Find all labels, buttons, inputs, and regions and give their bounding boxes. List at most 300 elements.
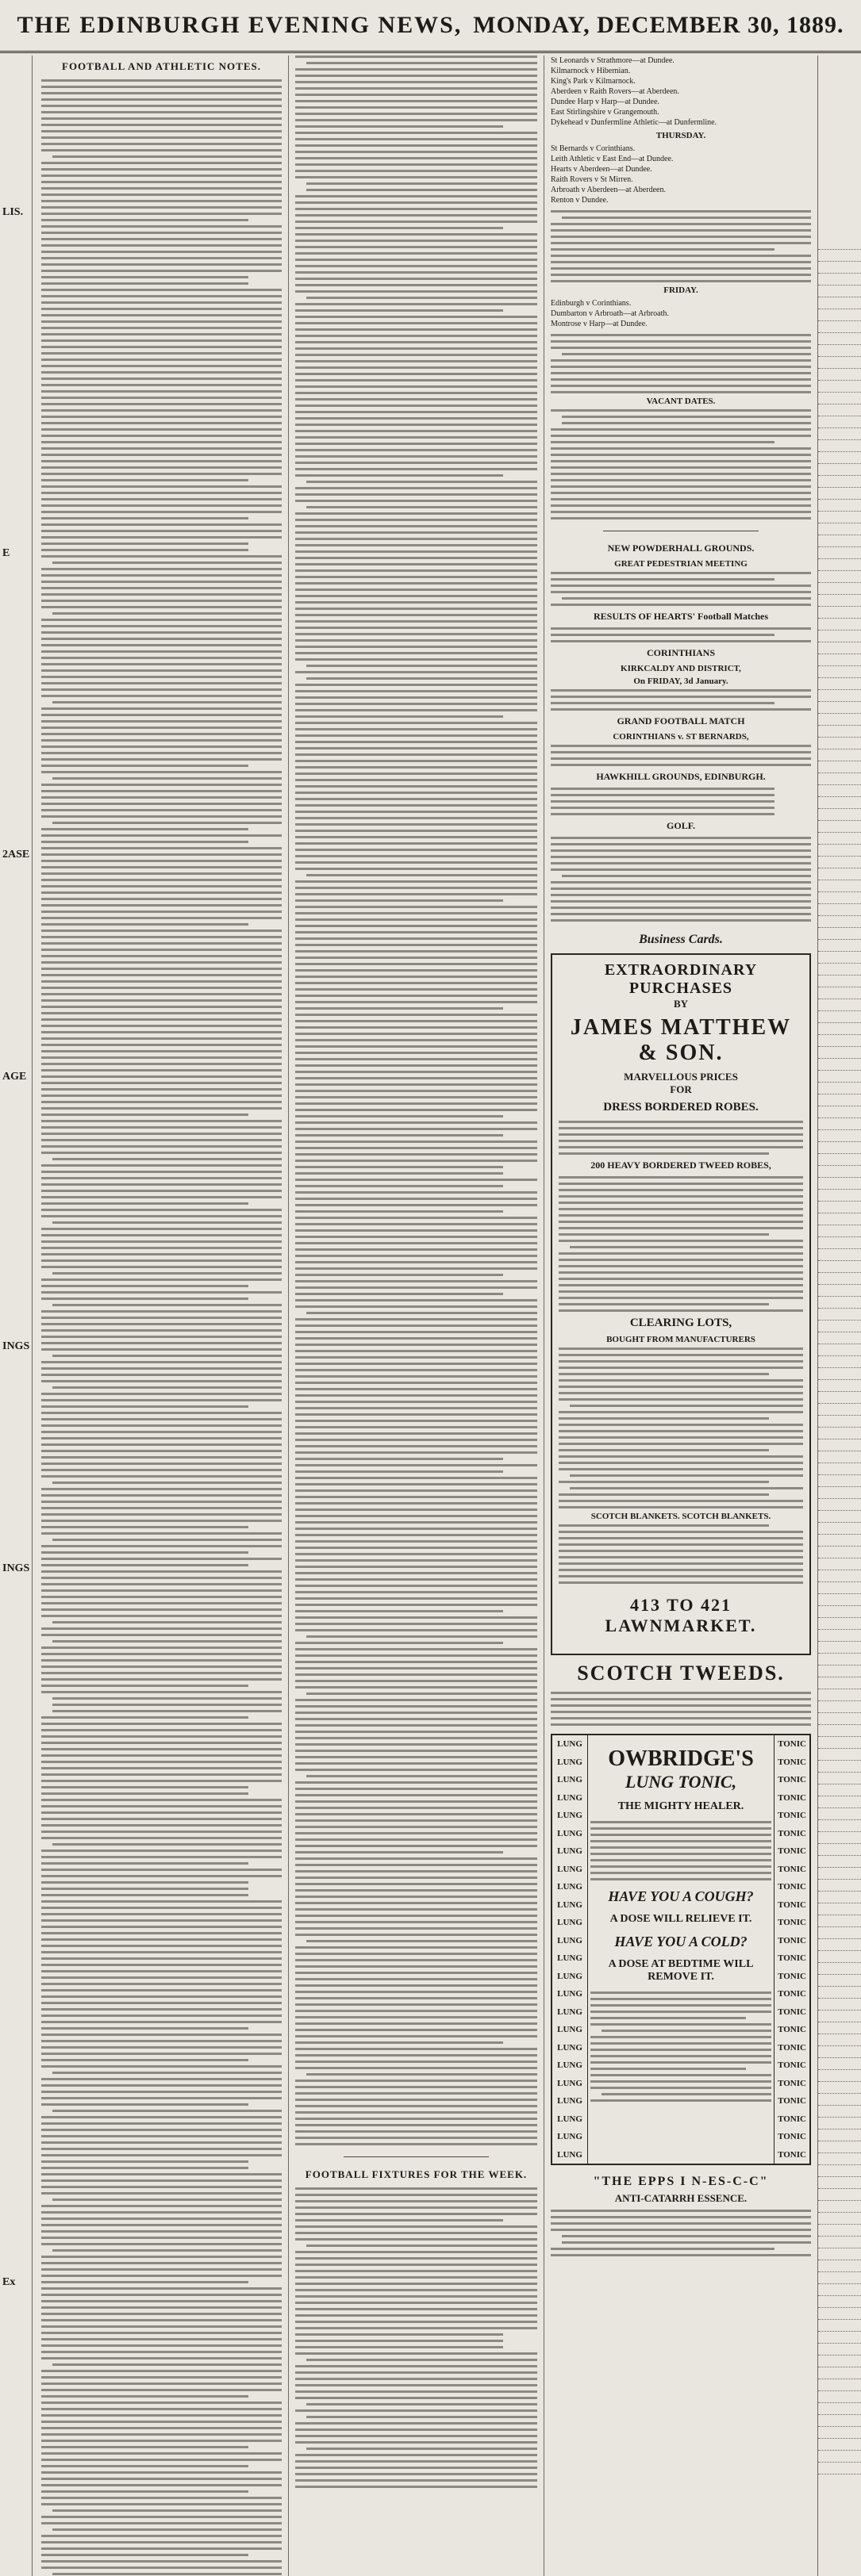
text-line <box>295 290 537 293</box>
text-line <box>295 792 537 794</box>
table-row <box>818 2332 861 2344</box>
text-line <box>41 1456 282 1459</box>
text-line <box>41 669 282 672</box>
text-line <box>41 1348 282 1351</box>
text-line <box>295 1680 537 1682</box>
text-line <box>41 752 282 754</box>
text-line <box>41 1983 282 1985</box>
table-row <box>818 2153 861 2165</box>
text-line <box>551 627 811 630</box>
text-line <box>295 2346 503 2348</box>
text-line <box>295 75 537 77</box>
ad-line: OWBRIDGE'S <box>608 1746 754 1771</box>
text-line <box>559 1271 803 1274</box>
table-row <box>818 1023 861 1035</box>
text-line <box>41 86 282 88</box>
ad-line: 200 HEAVY BORDERED TWEED ROBES, <box>590 1160 771 1171</box>
text-line <box>295 2378 537 2380</box>
text-line <box>41 1742 282 1744</box>
text-line <box>295 328 537 331</box>
lung-word: LUNG <box>557 2096 582 2106</box>
ad-line: CLEARING LOTS, <box>629 1317 732 1329</box>
text-line <box>41 784 282 786</box>
text-line <box>41 955 282 957</box>
ad-body <box>551 2210 811 2256</box>
tonic-word: TONIC <box>778 2096 806 2106</box>
tonic-word: TONIC <box>778 2132 806 2142</box>
table-row <box>818 488 861 500</box>
table-row <box>818 1892 861 1903</box>
text-line <box>41 276 248 278</box>
lung-word: LUNG <box>557 1811 582 1821</box>
text-line <box>295 1489 537 1492</box>
text-line <box>295 2302 537 2304</box>
text-line <box>551 441 775 443</box>
text-line <box>41 358 282 361</box>
table-row <box>818 1487 861 1499</box>
text-line <box>559 1493 769 1496</box>
text-line <box>306 2448 537 2450</box>
text-line <box>295 550 537 553</box>
table-row <box>818 809 861 821</box>
text-line <box>559 1424 803 1426</box>
text-line <box>590 1865 771 1868</box>
tonic-word: TONIC <box>778 2007 806 2017</box>
text-line <box>295 1547 537 1549</box>
table-row <box>818 1880 861 1892</box>
table-row <box>818 1761 861 1773</box>
text-line <box>562 353 811 355</box>
fixture-line: Leith Athletic v East End—at Dundee. <box>551 155 674 163</box>
text-line <box>41 2002 282 2004</box>
text-line <box>41 1114 248 1116</box>
text-line <box>295 684 537 686</box>
ad-price-list <box>559 1524 803 1584</box>
table-row <box>818 2320 861 2332</box>
text-line <box>562 422 811 424</box>
lung-word: LUNG <box>557 2007 582 2017</box>
text-line <box>52 1640 282 1643</box>
text-line <box>52 1843 282 1846</box>
text-line <box>295 1616 537 1619</box>
text-line <box>551 454 811 456</box>
table-row <box>818 1190 861 1202</box>
text-line <box>295 1642 503 1644</box>
edge-word: Ex <box>2 2276 16 2288</box>
text-line <box>41 1577 282 1579</box>
text-line <box>295 512 537 515</box>
text-line <box>295 1077 537 1079</box>
text-line <box>41 606 282 608</box>
text-line <box>41 485 282 488</box>
text-line <box>559 1455 803 1458</box>
text-line <box>295 2086 537 2088</box>
text-line <box>41 517 248 519</box>
text-line <box>295 557 537 559</box>
text-line <box>295 1432 537 1435</box>
text-line <box>295 1026 537 1029</box>
text-line <box>295 1179 537 1181</box>
table-row <box>818 1261 861 1273</box>
text-line <box>295 2251 537 2253</box>
text-line <box>590 2042 771 2045</box>
table-row <box>818 678 861 690</box>
text-line <box>551 334 811 336</box>
text-line <box>41 714 282 716</box>
text-line <box>295 1978 537 1980</box>
text-line <box>295 627 537 629</box>
text-line <box>295 2238 537 2241</box>
day-heading: FRIDAY. <box>663 286 698 295</box>
text-line <box>295 937 537 940</box>
text-line <box>551 913 811 915</box>
table-row <box>818 1915 861 1927</box>
text-line <box>41 2306 282 2309</box>
text-line <box>41 739 282 742</box>
text-line <box>41 1196 282 1198</box>
text-line <box>295 1350 537 1352</box>
text-line <box>295 582 537 585</box>
text-line <box>295 817 537 819</box>
table-row <box>818 2427 861 2439</box>
text-line <box>41 403 282 405</box>
text-line <box>295 1991 537 1993</box>
text-line <box>295 411 537 413</box>
text-line <box>295 468 537 470</box>
text-line <box>306 2073 537 2076</box>
table-row <box>818 274 861 286</box>
text-line <box>295 1236 537 1238</box>
text-line <box>295 1876 537 1879</box>
text-line <box>570 1405 803 1407</box>
text-line <box>41 2034 282 2036</box>
table-row <box>818 440 861 452</box>
text-line <box>41 676 282 678</box>
table-row <box>818 595 861 607</box>
text-line <box>551 248 775 251</box>
table-row <box>818 1903 861 1915</box>
text-line <box>551 473 811 475</box>
text-line <box>551 689 811 692</box>
text-line <box>295 1908 537 1911</box>
text-line <box>551 229 811 232</box>
text-line <box>41 2319 282 2321</box>
table-row <box>818 2237 861 2248</box>
table-row <box>818 2189 861 2201</box>
text-line <box>41 1006 282 1008</box>
text-line <box>551 2222 811 2225</box>
table-row <box>818 1570 861 1582</box>
text-line <box>41 1247 282 1249</box>
text-line <box>295 1826 537 1828</box>
text-line <box>551 578 775 581</box>
text-line <box>41 2522 282 2524</box>
table-row <box>818 2070 861 2082</box>
text-line <box>41 2014 282 2017</box>
tonic-word: TONIC <box>778 1971 806 1981</box>
text-line <box>295 2225 537 2228</box>
text-line <box>41 1659 282 1662</box>
ad-epps-heading: "THE EPPS I N-ES-C-C" <box>593 2175 769 2188</box>
text-line <box>41 746 282 748</box>
table-row <box>818 404 861 416</box>
text-line <box>41 879 282 881</box>
text-line <box>306 1940 537 1942</box>
ad-line: JAMES MATTHEW & SON. <box>570 1015 792 1065</box>
text-line <box>41 1596 282 1598</box>
text-line <box>295 1756 537 1758</box>
text-line <box>41 251 282 253</box>
text-line <box>41 644 282 646</box>
text-line <box>41 1075 282 1078</box>
text-line <box>551 887 811 890</box>
text-line <box>551 572 811 574</box>
text-line <box>41 1723 282 1725</box>
text-line <box>295 1337 537 1340</box>
text-line <box>41 1209 282 1211</box>
text-line <box>41 206 282 209</box>
text-line <box>41 1824 282 1827</box>
text-line <box>295 1807 537 1809</box>
text-line <box>41 2427 282 2429</box>
text-line <box>295 2022 537 2025</box>
text-line <box>41 384 282 386</box>
ad-body <box>559 1121 803 1155</box>
text-line <box>295 1394 537 1397</box>
text-line <box>295 487 537 489</box>
tonic-word: TONIC <box>778 2025 806 2035</box>
text-line <box>295 436 537 439</box>
text-line <box>295 1946 537 1949</box>
text-line <box>306 506 537 508</box>
text-line <box>41 1856 282 1858</box>
text-line <box>295 652 537 654</box>
tonic-word: TONIC <box>778 1989 806 1999</box>
text-line <box>41 289 282 291</box>
text-line <box>295 1559 537 1562</box>
text-line <box>295 1883 537 1885</box>
table-row <box>818 1368 861 1380</box>
text-line <box>41 968 282 970</box>
table-row <box>818 1083 861 1094</box>
text-line <box>559 1221 803 1223</box>
text-line <box>551 223 811 225</box>
text-line <box>551 385 811 387</box>
text-line <box>295 601 537 604</box>
text-line <box>295 944 537 946</box>
table-row <box>818 1939 861 1951</box>
text-line <box>41 853 282 856</box>
table-row <box>818 964 861 976</box>
text-line <box>295 265 537 267</box>
text-line <box>41 263 282 266</box>
text-line <box>551 280 811 282</box>
text-line <box>41 460 282 462</box>
ad-body <box>590 1991 771 2102</box>
text-line <box>551 794 775 796</box>
text-line <box>41 1107 282 1110</box>
text-line <box>551 702 775 704</box>
text-line <box>41 1583 282 1585</box>
table-row <box>818 785 861 797</box>
text-line <box>559 1195 803 1198</box>
ad-epps-subheading: ANTI-CATARRH ESSENCE. <box>614 2192 748 2204</box>
text-line <box>295 1921 537 1923</box>
text-line <box>41 1938 282 1941</box>
text-line <box>306 1692 537 1695</box>
text-line <box>41 466 282 469</box>
tonic-word: TONIC <box>778 1864 806 1874</box>
text-line <box>295 2428 537 2431</box>
text-line <box>41 1869 282 1871</box>
text-line <box>41 936 282 938</box>
text-line <box>295 2092 537 2095</box>
text-line <box>41 657 282 659</box>
text-line <box>295 68 537 71</box>
text-line <box>295 614 537 616</box>
text-line <box>295 715 503 718</box>
text-line <box>41 1818 282 1820</box>
table-row <box>818 1213 861 1225</box>
text-line <box>41 2179 282 2182</box>
text-line <box>295 1248 537 1251</box>
text-line <box>295 2200 537 2202</box>
table-row <box>818 1749 861 1761</box>
text-line <box>41 1278 282 1281</box>
text-line <box>41 695 282 697</box>
table-row <box>818 714 861 726</box>
text-line <box>295 1356 537 1359</box>
edge-word: E <box>2 547 10 559</box>
text-line <box>41 809 282 811</box>
text-line <box>559 1189 803 1191</box>
table-row <box>818 857 861 868</box>
ad-lung-tonic <box>551 1734 811 2165</box>
text-line <box>41 2300 282 2302</box>
ad-heading-hawkhill: HAWKHILL GROUNDS, EDINBURGH. <box>596 771 766 782</box>
text-line <box>41 2313 282 2315</box>
table-row <box>818 1856 861 1868</box>
text-line <box>295 1109 537 1111</box>
table-row <box>818 987 861 999</box>
table-row <box>818 1582 861 1594</box>
text-line <box>41 2103 248 2106</box>
text-line <box>295 2333 503 2336</box>
table-row <box>818 2177 861 2189</box>
tonic-word: TONIC <box>778 2149 806 2160</box>
table-row <box>818 833 861 845</box>
text-line <box>551 2254 811 2256</box>
table-row <box>818 1332 861 1344</box>
text-line <box>559 1417 769 1420</box>
table-row <box>818 1963 861 1975</box>
text-line <box>559 1278 803 1280</box>
text-line <box>295 2365 537 2367</box>
text-line <box>306 665 537 667</box>
lung-word: LUNG <box>557 2025 582 2035</box>
table-row <box>818 1285 861 1297</box>
text-line <box>295 722 537 724</box>
text-line <box>295 1121 537 1124</box>
text-line <box>295 1058 537 1060</box>
text-line <box>295 1388 537 1390</box>
text-line <box>41 2237 282 2239</box>
text-line <box>41 1627 282 1630</box>
lung-word: LUNG <box>557 1775 582 1785</box>
ad-line: FOR <box>670 1083 692 1095</box>
text-line <box>562 2235 811 2237</box>
text-line <box>41 1761 282 1763</box>
text-line <box>295 2048 537 2050</box>
text-line <box>41 1678 282 1681</box>
table-row <box>818 654 861 666</box>
text-line <box>590 1834 771 1836</box>
table-row <box>818 262 861 274</box>
text-line <box>41 1666 282 1668</box>
text-line <box>41 1945 282 1947</box>
fixture-line: Hearts v Aberdeen—at Dundee. <box>551 165 652 174</box>
text-line <box>295 341 537 343</box>
table-row <box>818 452 861 464</box>
text-line <box>41 2465 248 2467</box>
table-row <box>818 1558 861 1570</box>
text-line <box>41 2160 248 2163</box>
text-line <box>295 1927 537 1930</box>
text-line <box>41 435 282 437</box>
text-line <box>41 2325 282 2328</box>
text-line <box>41 79 282 82</box>
text-line <box>295 170 537 172</box>
text-line <box>41 1424 282 1427</box>
text-line <box>52 2573 282 2575</box>
text-line <box>41 1094 282 1097</box>
text-line <box>295 1153 537 1156</box>
tonic-word: TONIC <box>778 1935 806 1945</box>
text-line <box>41 860 282 862</box>
table-row <box>818 2213 861 2225</box>
text-line <box>551 2210 811 2212</box>
table-row <box>818 476 861 488</box>
text-line <box>295 1299 537 1301</box>
text-line <box>559 1127 803 1129</box>
text-line <box>41 2446 248 2448</box>
text-line <box>295 2111 537 2114</box>
tonic-word: TONIC <box>778 1792 806 1803</box>
text-line <box>295 2295 537 2298</box>
text-line <box>295 366 537 369</box>
fixture-line: Aberdeen v Raith Rovers—at Aberdeen. <box>551 87 679 96</box>
text-line <box>41 1475 282 1478</box>
text-line <box>41 1266 282 1268</box>
text-line <box>295 1305 537 1308</box>
text-line <box>295 779 537 781</box>
text-line <box>41 200 282 202</box>
table-row <box>818 1499 861 1511</box>
text-line <box>41 1805 282 1807</box>
text-line <box>295 2340 503 2342</box>
table-row <box>818 1868 861 1880</box>
text-line <box>295 455 537 458</box>
text-line <box>295 563 537 565</box>
table-row <box>818 1677 861 1689</box>
text-line <box>295 2276 537 2279</box>
text-line <box>41 1830 282 1833</box>
text-line <box>295 1445 537 1447</box>
text-line <box>551 372 811 374</box>
table-row <box>818 1439 861 1451</box>
text-line <box>559 1562 803 1565</box>
ad-line: LUNG TONIC, <box>625 1772 737 1792</box>
